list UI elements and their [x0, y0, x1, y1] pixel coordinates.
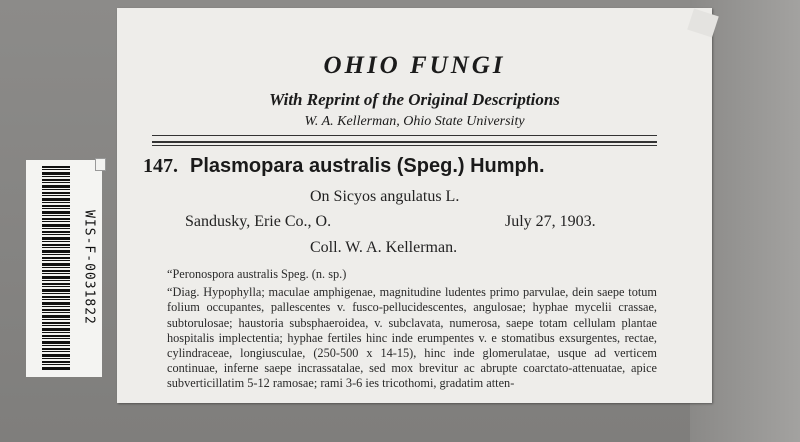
locality-line: Sandusky, Erie Co., O. [185, 213, 332, 230]
divider [152, 141, 657, 143]
small-tag [95, 158, 106, 171]
description-text: “Diag. Hypophylla; maculae amphigenae, magnitudine ludentes primo parvulae, dein saepe totum folium occupantes, pallescentes v. fusco-pellucidescentes, angulosae; hyphae mycelii crassae, subtorulosae; haustoria subsphaeroidea, v. subclavata, numerosa, saepe totam cellulam plantae hospitalis implectentia; hyphae fertiles hinc inde erumpentes v. e stomatibus exsurgentes, rectae, cylindraceae, longiusculae, (250-500 x 14-15), hinc inde glomerulatae, usque ad verticem continuae, inferne saepe incrassatalae, sed mox brevitur ac abrupte coarctato-attenuatae, apice subverticillatim 5-12 ramosae; rami 3-6 ies tricothomi, gradatim atten- [167, 285, 657, 391]
collection-date: July 27, 1903. [505, 213, 596, 230]
divider [152, 135, 657, 136]
species-name: Plasmopara australis (Speg.) Humph. [190, 155, 545, 177]
label-title: OHIO FUNGI [323, 52, 506, 79]
barcode-label [26, 160, 102, 377]
barcode-number: WIS-F-0031822 [81, 210, 97, 325]
species-heading [143, 155, 683, 178]
specimen-label [117, 8, 712, 403]
barcode-bars [42, 166, 70, 371]
collector-line: Coll. W. A. Kellerman. [310, 239, 458, 256]
description-intro: “Peronospora australis Speg. (n. sp.) [167, 267, 347, 281]
label-author: W. A. Kellerman, Ohio State University [304, 114, 525, 129]
specimen-number: 147. [143, 155, 178, 177]
label-subtitle: With Reprint of the Original Descriptions [269, 90, 560, 109]
original-description [167, 267, 657, 392]
divider [152, 145, 657, 146]
host-line: On Sicyos angulatus L. [310, 188, 460, 205]
